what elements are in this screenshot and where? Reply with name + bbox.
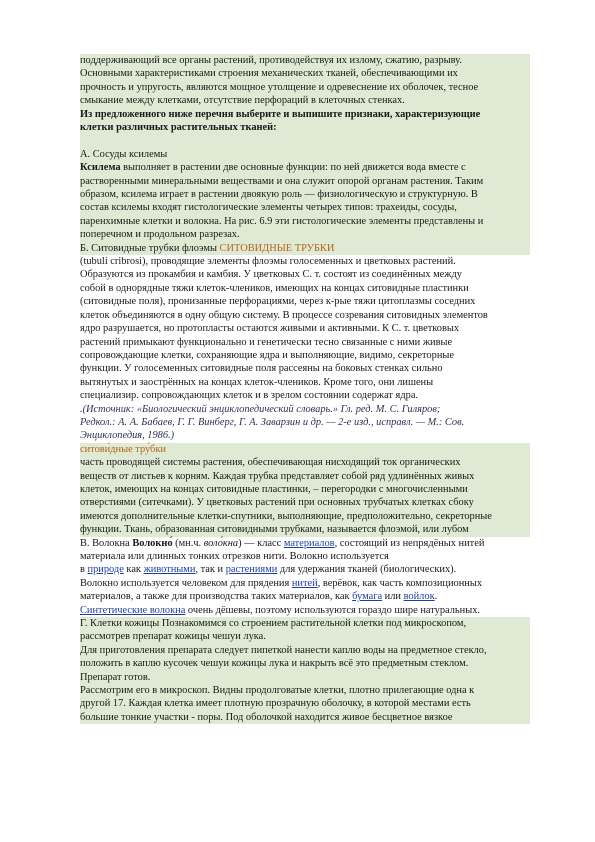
section-b-line: (tubuli cribrosi), проводящие элементы флоэмы голосеменных и цветковых растений. [80,256,456,268]
section-b-line: функции. У голосеменных ситовидные поля рассеяны на боковых стенках сильно [80,363,443,375]
intro-line: поддерживающий все органы растений, противодействуя их излому, сжатию, разрыву. [80,55,462,66]
source-citation-line: Редкол.: А. А. Бабаев, Г. Г. Винберг, Г. А. Заварзин и др. — 2-е изд., исправл. — М.: Сов. [80,416,465,428]
section-v-block [80,537,530,617]
section-b2-line: клеток, имеющих на концах ситовидные пластинки, – перегородки с многочисленными [80,483,468,495]
section-g-line: Препарат готов. [80,671,151,683]
link-synthetic-fibers[interactable]: Синтетические волокна [80,604,186,616]
source-citation-line: Энциклопедия, 1986.) [80,430,175,442]
section-g-line: Рассмотрим его в микроскоп. Видны продолговатые клетки, плотно прилегающие одна к [80,685,475,697]
section-g-line: положить в каплю кусочек чешуи кожицы лука и накрыть всё это предметным стеклом. [80,658,469,670]
intro-line: прочность и упругость, являются мощное утолщение и одревеснение их оболочек, тесное [80,81,479,93]
section-a-line: растворенными минеральными веществами и она служит опорой органам растения. Таким [80,175,484,187]
section-v-line: материалов, а также для производства таких материалов, как бумага или войлок. [80,591,438,603]
section-b-line: Образуются из прокамбия и камбия. У цветковых С. т. состоят из соединённых между [80,269,462,281]
xylem-term: Ксилема [80,162,121,174]
section-v-line: Волокно используется человеком для прядения нитей, верёвок, как часть композиционных [80,577,483,589]
intro-line: Основными характеристиками строения механических тканей, обеспечивающими их [80,68,458,80]
section-b-line: собой в однорядные тяжи клеток-члеников, имеющих на концах ситовидные пластинки [80,282,469,294]
section-b-continued [80,456,530,724]
section-v-line: В. Волокна Волокно́ (мн.ч. воло́кна) — класс материалов, состоящий из непрядёных нитей [80,537,485,549]
section-a-line: паренхимные клетки и волокна. На рис. 6.9 эти гистологические элементы представлены и [80,215,484,227]
section-g-line: большие тонкие участки - поры. Под оболочкой находится живое бесцветное вязкое [80,711,453,723]
section-g-line: другой 17. Каждая клетка имеет плотную прозрачную оболочку, в которой местами есть [80,698,471,710]
link-materials[interactable]: материалов [283,537,335,549]
section-b-line: вытянутых и заострённых на концах клеток-члеников. Кроме того, они лишены [80,376,434,388]
document-page [80,54,530,724]
sieve-tubes-highlight: СИТОВИДНЫЕ ТРУБКИ [219,242,335,254]
task-line: клетки различных растительных тканей: [80,122,277,134]
section-a-line: поперечном и продольном разрезах. [80,229,240,241]
section-b-line: специализир. сопровождающих клеток и в зрелом состоянии содержат ядра. [80,390,419,402]
task-line: Из предложенного ниже перечня выберите и выпишите признаки, характеризующие [80,108,481,120]
section-g-line: Для приготовления препарата следует пипеткой нанести каплю воды на предметное стекло, [80,644,487,656]
source-citation-line: .(Источник: «Биологический энциклопедический словарь.» Гл. ред. М. С. Гиляров; [80,403,441,415]
section-a-line: состав ксилемы входят гистологические элементы четырех типов: трахеиды, сосуды, [80,202,457,214]
link-felt[interactable]: войлок [403,591,435,603]
section-v-line: материала или длинных тонких отрезков нити. Волокно используется [80,551,389,563]
spacer [80,134,530,147]
section-g-line: рассмотрев препарат кожицы чешуи лука. [80,631,266,643]
section-b2-line: часть проводящей системы растения, обеспечивающая нисходящий ток органических [80,457,461,469]
section-v-line: Синтетические волокна очень дёшевы, поэтому используются гораздо шире натуральных. [80,604,480,616]
section-a-heading: А. Сосуды ксилемы [80,148,168,160]
section-b2-line: веществ от листьев к корням. Каждая трубка представляет собой ряд удлинённых живых [80,470,475,482]
section-a-line: образом, ксилема играет в растении двоякую роль — физиологическую и структурную. В [80,189,478,201]
section-g-line: Г. Клетки кожицы Познакомимся со строением растительной клетки под микроскопом, [80,618,467,630]
intro-block [80,54,530,255]
link-plants[interactable]: растениями [225,564,278,576]
sieve-tubes-subheading: ситови́дные тру́бки [80,443,166,455]
section-b2-line: отверстиями (ситечками). У цветковых растений при основных трубчатых клетках сбоку [80,497,474,509]
link-animals[interactable]: животными [143,564,196,576]
section-b-line: клеток объединяются в одну общую систему. В процессе созревания ситовидных элементов [80,309,488,321]
section-b-line: ядро разрушается, но протопласты остаются живыми и активными. К С. т. цветковых [80,323,460,335]
section-a-line: Ксилема выполняет в растении две основные функции: по ней движется вода вместе с [80,162,466,174]
section-b-line: сопровождающие клетки, сохраняющие ядра и выполняющие, видимо, секреторные [80,349,454,361]
section-v-line: в природе как животными, так и растениями для удержания тканей (биологических). [80,564,457,576]
link-nature[interactable]: природе [87,564,124,576]
section-b-body [80,255,530,443]
intro-line: смыкание между клетками, отсутствие перфораций в клеточных стенках. [80,95,405,107]
section-b2-line: функции. Ткань, образованная ситовидными трубками, называется флоэмой, или лубом [80,524,469,536]
link-paper[interactable]: бумага [352,591,383,603]
fiber-term: Волокно́ [132,537,173,549]
section-b-heading: Б. Ситовидные трубки флоэмы СИТОВИДНЫЕ ТРУБКИ [80,242,335,254]
section-b-line: растений примыкают функционально и генетически тесно связанные с ними живые [80,336,453,348]
link-threads[interactable]: нитей [291,577,318,589]
subheading-block [80,443,530,456]
section-b-line: (ситовидные поля), пронизанные перфорациями, через к-рые тяжи цитоплазмы соседних [80,296,476,308]
section-b2-line: имеются дополнительные клетки-спутники, выполняющие, предположительно, секреторные [80,510,492,522]
